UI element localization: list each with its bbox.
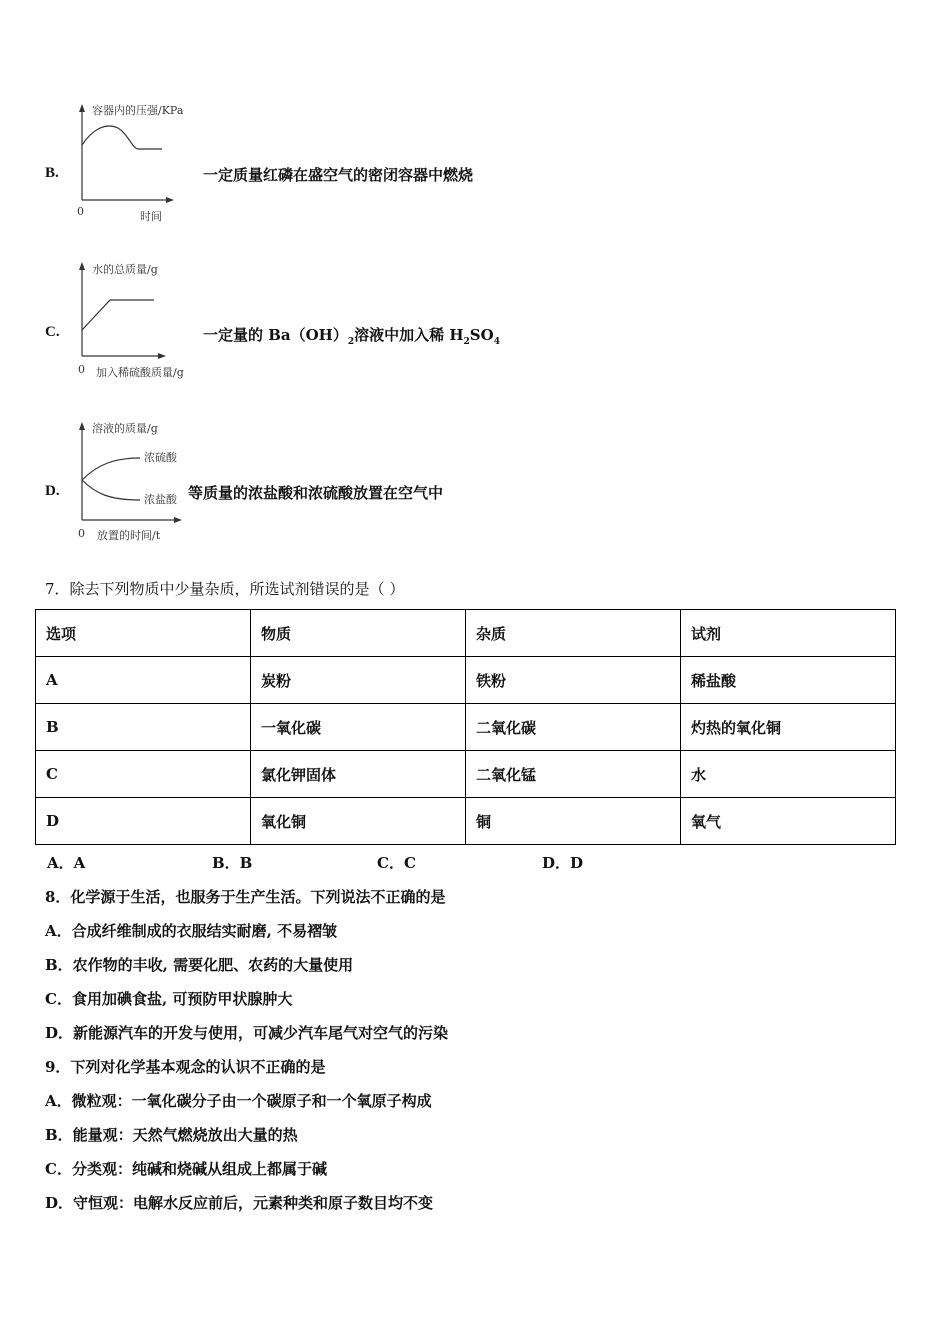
- option-label-b: B.: [45, 165, 59, 181]
- x-axis-label: 时间: [140, 210, 162, 223]
- sulfuric-acid-curve: [82, 458, 140, 480]
- table-cell: 二氧化锰: [466, 751, 681, 798]
- question-7-table: [35, 609, 896, 845]
- water-mass-graph: [70, 258, 210, 383]
- table-cell: 水: [681, 751, 896, 798]
- x-axis-label: 放置的时间/t: [97, 529, 161, 542]
- table-cell: C: [36, 751, 251, 798]
- table-cell: A: [36, 657, 251, 704]
- question-7-stem: 7．除去下列物质中少量杂质，所选试剂错误的是（ ）: [45, 580, 405, 598]
- table-header-cell: 杂质: [466, 610, 681, 657]
- q8-option-b: B．农作物的丰收, 需要化肥、农药的大量使用: [45, 956, 354, 974]
- option-label-c: C.: [45, 324, 60, 340]
- table-cell: B: [36, 704, 251, 751]
- q9-option-a: A．微粒观：一氧化碳分子由一个碳原子和一个氧原子构成: [45, 1092, 432, 1110]
- table-cell: 铁粉: [466, 657, 681, 704]
- pressure-curve: [82, 126, 162, 149]
- pressure-time-graph: [70, 100, 210, 230]
- table-cell: 一氧化碳: [251, 704, 466, 751]
- x-axis-label: 加入稀硫酸质量/g: [96, 366, 184, 379]
- table-row: [36, 751, 896, 798]
- table-cell: 氧气: [681, 798, 896, 845]
- table-cell: 氯化钾固体: [251, 751, 466, 798]
- q7-choice-d: D．D: [542, 854, 584, 872]
- option-label-d: D.: [45, 483, 60, 499]
- table-row: [36, 657, 896, 704]
- q7-choice-b: B．B: [212, 854, 253, 872]
- option-b-description: 一定质量红磷在盛空气的密闭容器中燃烧: [203, 166, 474, 184]
- origin-label: 0: [78, 527, 85, 540]
- q9-option-c: C．分类观：纯碱和烧碱从组成上都属于碱: [45, 1160, 327, 1178]
- table-header-cell: 物质: [251, 610, 466, 657]
- origin-label: 0: [77, 205, 84, 218]
- curve-label-sulfuric: 浓硫酸: [144, 451, 177, 464]
- y-axis-arrow: [79, 262, 85, 270]
- x-axis-arrow: [174, 517, 182, 523]
- q7-choice-c: C．C: [377, 854, 416, 872]
- solution-mass-graph: [70, 418, 195, 548]
- table-header-cell: 选项: [36, 610, 251, 657]
- origin-label: 0: [78, 363, 85, 376]
- table-cell: 氧化铜: [251, 798, 466, 845]
- x-axis-arrow: [166, 197, 174, 203]
- table-header-row: [36, 610, 896, 657]
- table-cell: D: [36, 798, 251, 845]
- y-axis-arrow: [79, 422, 85, 430]
- question-8-stem: 8．化学源于生活，也服务于生产生活。下列说法不正确的是: [45, 888, 446, 906]
- water-mass-curve: [82, 300, 154, 330]
- x-axis-arrow: [158, 353, 166, 359]
- table-header-cell: 试剂: [681, 610, 896, 657]
- q8-option-c: C．食用加碘食盐, 可预防甲状腺肿大: [45, 990, 293, 1008]
- table-cell: 二氧化碳: [466, 704, 681, 751]
- y-axis-label: 溶液的质量/g: [92, 422, 158, 435]
- hydrochloric-acid-curve: [82, 480, 140, 500]
- q7-choice-a: A．A: [47, 854, 86, 872]
- table-cell: 铜: [466, 798, 681, 845]
- table-cell: 灼热的氧化铜: [681, 704, 896, 751]
- table-row: [36, 798, 896, 845]
- table-row: [36, 704, 896, 751]
- q8-option-a: A．合成纤维制成的衣服结实耐磨, 不易褶皱: [45, 922, 338, 940]
- y-axis-label: 容器内的压强/KPa: [92, 104, 184, 117]
- option-c-description: 一定量的 $Ba(OH)_2$溶液中加入稀 $H_2SO_4$: [203, 326, 500, 347]
- q9-option-b: B．能量观：天然气燃烧放出大量的热: [45, 1126, 298, 1144]
- table-cell: 稀盐酸: [681, 657, 896, 704]
- question-9-stem: 9．下列对化学基本观念的认识不正确的是: [45, 1058, 326, 1076]
- q8-option-d: D．新能源汽车的开发与使用，可减少汽车尾气对空气的污染: [45, 1024, 449, 1042]
- curve-label-hydrochloric: 浓盐酸: [144, 493, 177, 506]
- y-axis-arrow: [79, 104, 85, 112]
- option-d-description: 等质量的浓盐酸和浓硫酸放置在空气中: [188, 484, 444, 502]
- table-cell: 炭粉: [251, 657, 466, 704]
- q9-option-d: D．守恒观：电解水反应前后，元素种类和原子数目均不变: [45, 1194, 434, 1212]
- y-axis-label: 水的总质量/g: [92, 263, 158, 276]
